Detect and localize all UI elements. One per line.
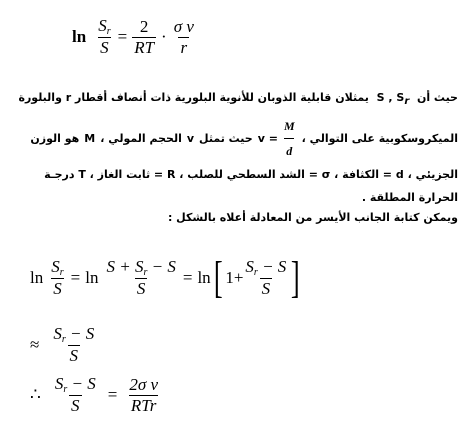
fraction-m-over-d: $\frac{M}{d}$ xyxy=(282,114,297,163)
dot-operator: · xyxy=(161,27,167,46)
right-bracket: ] xyxy=(291,253,301,302)
paragraph-line-1: حيث أن S , Sr يمثلان قابلية الذوبان للأنوية البلورية ذات أنصاف أقطار r والبلورة xyxy=(18,91,458,107)
equation-2 xyxy=(30,253,303,302)
equals-sign: = xyxy=(117,27,128,46)
equation-3 xyxy=(30,324,96,366)
fraction-sr-minus-s-over-s: $\frac{S_r - S}{S}$ xyxy=(53,324,95,365)
ln-symbol: ln xyxy=(72,27,87,46)
one-plus: 1+ xyxy=(225,268,244,287)
fraction-s-plus-sr-minus-s-over-s: $\frac{S + S_r - S}{S}$ xyxy=(106,257,176,298)
equation-4 xyxy=(30,374,160,416)
paragraph-line-3: الجزيئي ، d = الكثافة ، σ = الشد السطحي للصلب ، R = ثابت الغاز ، T درجـة xyxy=(44,168,458,181)
paragraph-line-4: الحرارة المطلقة . xyxy=(361,191,458,204)
fraction-2-over-rt: $\frac{2}{RT}$ xyxy=(134,16,155,57)
ln-symbol: ln xyxy=(85,268,99,287)
explanation-paragraph xyxy=(10,86,458,227)
fraction-sigma-v-over-r: $\frac{\text{σ v}}{r}$ xyxy=(173,16,194,57)
ln-symbol: ln xyxy=(30,268,44,287)
ln-symbol: ln xyxy=(197,268,211,287)
fraction-sr-over-s: $\frac{S_r}{S}$ xyxy=(98,16,111,57)
equals-sign: = xyxy=(107,385,118,404)
fraction-2-sigma-v-over-rtr: $\frac{\text{2σ v}}{\text{RTr}}$ xyxy=(129,374,158,415)
fraction-sr-minus-s-over-s: $\frac{S_r - S}{S}$ xyxy=(245,257,287,298)
left-bracket: [ xyxy=(213,253,223,302)
fraction-sr-minus-s-over-s: $\frac{S_r - S}{S}$ xyxy=(54,374,96,415)
paragraph-line-2: الميكروسكوبية على التوالي ، v = $\frac{M}{d}$ حيث تمثل v الحجم المولي ، M هو الوزن xyxy=(10,114,458,163)
fraction-sr-over-s: $\frac{S_r}{S}$ xyxy=(51,257,64,298)
approx-sign: ≈ xyxy=(30,335,40,354)
equals-sign: = xyxy=(70,268,81,287)
equation-1 xyxy=(72,16,196,58)
equals-sign: = xyxy=(182,268,193,287)
paragraph-line-5: ويمكن كتابة الجانب الأيسر من المعادلة أعلاه بالشكل : xyxy=(167,211,458,224)
therefore-sign: ∴ xyxy=(30,385,41,404)
